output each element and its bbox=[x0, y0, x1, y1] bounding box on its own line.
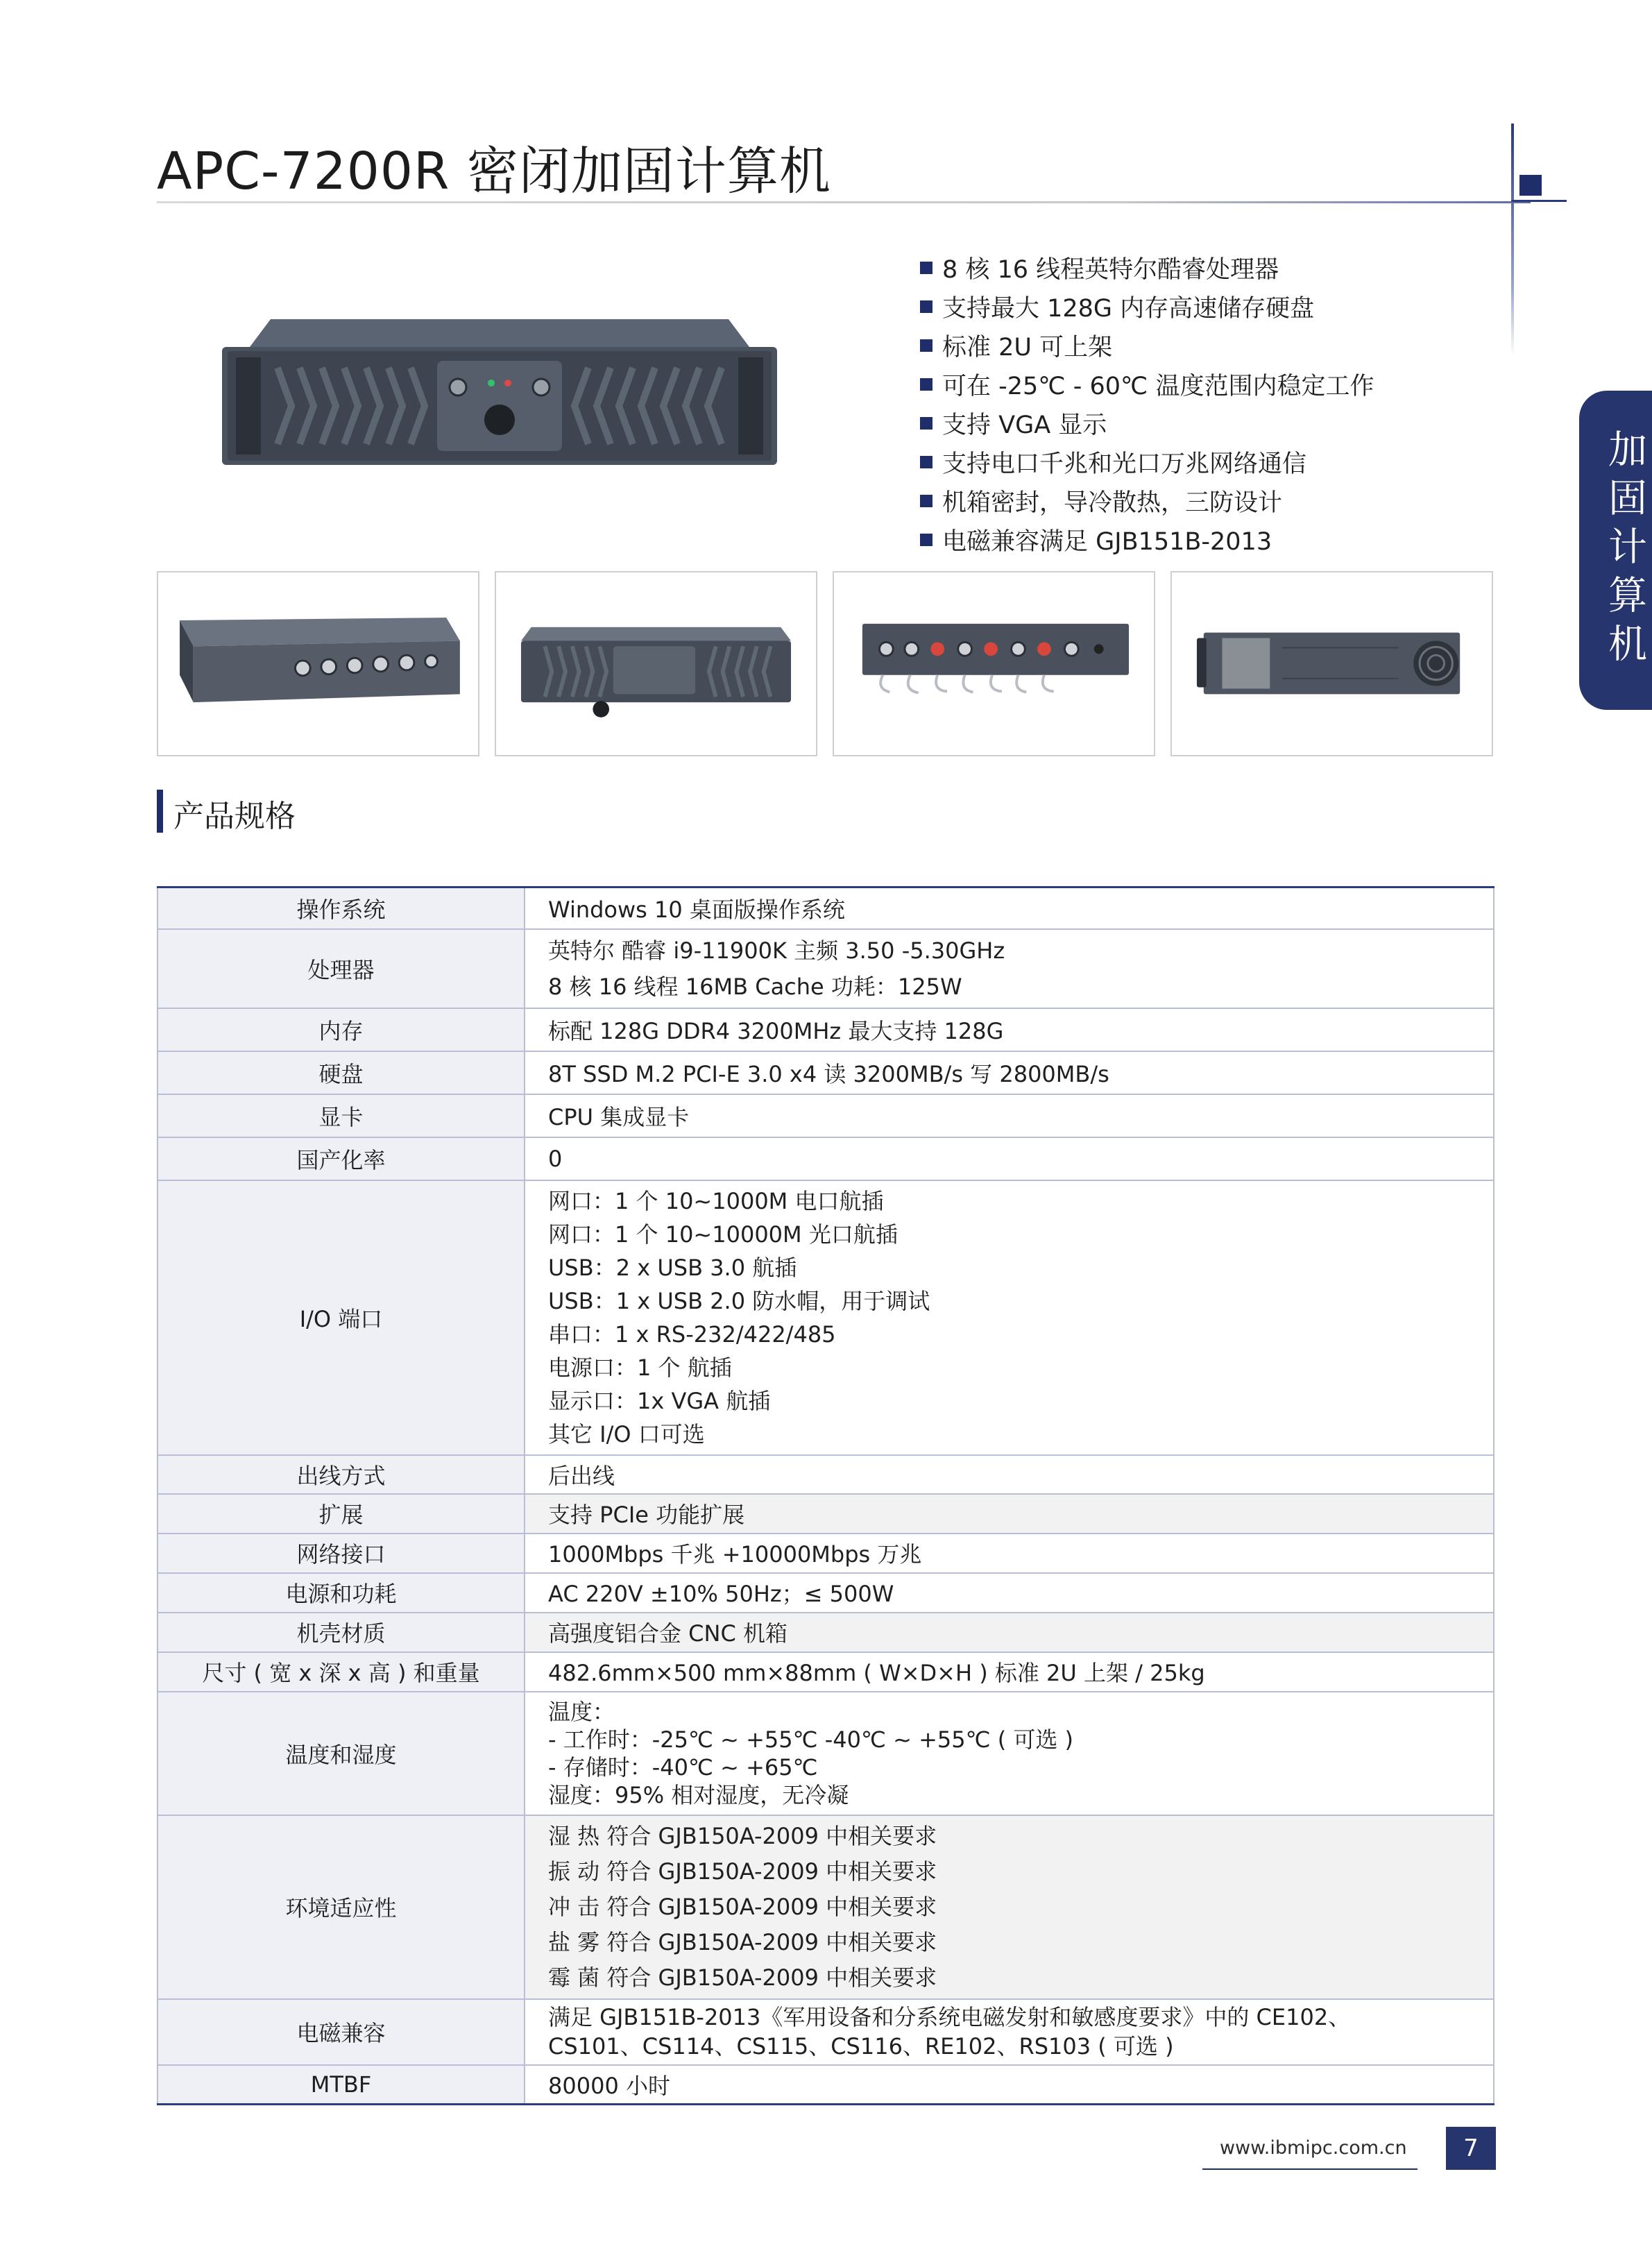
section-title: 产品规格 bbox=[173, 799, 296, 834]
spec-value-line: 英特尔 酷睿 i9-11900K 主频 3.50 -5.30GHz bbox=[548, 937, 1005, 964]
spec-value-line: 8T SSD M.2 PCI-E 3.0 x4 读 3200MB/s 写 2800MB/s bbox=[548, 1060, 1109, 1087]
feature-item bbox=[920, 287, 1374, 326]
table-row bbox=[157, 1652, 1494, 1692]
spec-value-line: 支持 PCIe 功能扩展 bbox=[548, 1502, 745, 1528]
table-row bbox=[157, 1815, 1494, 1999]
feature-text: 支持 VGA 显示 bbox=[942, 411, 1107, 439]
corner-horizontal-line bbox=[1511, 200, 1567, 202]
table-row bbox=[157, 888, 1494, 929]
spec-value-line: CS101、CS114、CS115、CS116、RE102、RS103 ( 可选 ) bbox=[548, 2033, 1174, 2060]
feature-item bbox=[920, 365, 1374, 404]
table-row bbox=[157, 1999, 1494, 2065]
spec-key: 内存 bbox=[157, 1008, 525, 1051]
bullet-square-icon bbox=[920, 262, 933, 274]
table-row bbox=[157, 1455, 1494, 1494]
table-row bbox=[157, 1534, 1494, 1573]
spec-key: 电磁兼容 bbox=[157, 1999, 525, 2065]
spec-value-line: 高强度铝合金 CNC 机箱 bbox=[548, 1620, 787, 1647]
spec-value-line: 后出线 bbox=[548, 1462, 615, 1489]
product-thumbnail-angle-image bbox=[158, 572, 478, 755]
spec-value-line: 80000 小时 bbox=[548, 2072, 670, 2099]
spec-key: 网络接口 bbox=[157, 1534, 525, 1573]
corner-vertical-line bbox=[1511, 124, 1514, 356]
product-hero-image bbox=[222, 305, 777, 472]
table-row bbox=[157, 1051, 1494, 1094]
spec-value-line: 电源口：1 个 航插 bbox=[548, 1354, 732, 1381]
spec-value bbox=[525, 2065, 1494, 2105]
product-thumbnail-top-image bbox=[1172, 572, 1492, 755]
page-title: APC-7200R 密闭加固计算机 bbox=[157, 142, 831, 201]
bullet-square-icon bbox=[920, 495, 933, 507]
spec-key: 电源和功耗 bbox=[157, 1573, 525, 1613]
bullet-square-icon bbox=[920, 456, 933, 468]
table-row bbox=[157, 1494, 1494, 1534]
feature-item bbox=[920, 248, 1374, 287]
spec-value-line: Windows 10 桌面版操作系统 bbox=[548, 896, 845, 923]
footer-divider bbox=[1202, 2168, 1417, 2170]
feature-text: 支持最大 128G 内存高速储存硬盘 bbox=[942, 295, 1315, 323]
spec-value bbox=[525, 1613, 1494, 1652]
table-row bbox=[157, 1180, 1494, 1455]
table-row bbox=[157, 1613, 1494, 1652]
spec-value bbox=[525, 1692, 1494, 1815]
spec-value bbox=[525, 1494, 1494, 1534]
product-thumbnail-top bbox=[1170, 571, 1493, 756]
spec-value-line: USB：1 x USB 2.0 防水帽，用于调试 bbox=[548, 1287, 930, 1314]
spec-value bbox=[525, 1137, 1494, 1180]
feature-text: 标准 2U 可上架 bbox=[942, 334, 1113, 362]
spec-key: 处理器 bbox=[157, 929, 525, 1008]
spec-value-line: 网口：1 个 10~10000M 光口航插 bbox=[548, 1221, 898, 1248]
bullet-square-icon bbox=[920, 339, 933, 352]
spec-key: 操作系统 bbox=[157, 888, 525, 929]
spec-value-line: USB：2 x USB 3.0 航插 bbox=[548, 1254, 797, 1281]
feature-text: 电磁兼容满足 GJB151B-2013 bbox=[942, 528, 1272, 556]
spec-key: 硬盘 bbox=[157, 1051, 525, 1094]
spec-value-line: AC 220V ±10% 50Hz；≤ 500W bbox=[548, 1581, 894, 1607]
spec-value bbox=[525, 1051, 1494, 1094]
feature-text: 8 核 16 线程英特尔酷睿处理器 bbox=[942, 256, 1279, 284]
spec-value-line: 满足 GJB151B-2013《军用设备和分系统电磁发射和敏感度要求》中的 CE102、 bbox=[548, 2004, 1351, 2030]
spec-value-line: 8 核 16 线程 16MB Cache 功耗：125W bbox=[548, 973, 962, 1000]
spec-value bbox=[525, 1455, 1494, 1494]
product-thumbnail-front bbox=[495, 571, 817, 756]
category-side-tab-label: 加固计算机 bbox=[1602, 429, 1647, 672]
corner-square-icon bbox=[1519, 175, 1542, 196]
product-thumbnail-rear-image bbox=[834, 572, 1154, 755]
product-thumbnail-angle bbox=[157, 571, 479, 756]
spec-value bbox=[525, 1008, 1494, 1051]
table-row bbox=[157, 1008, 1494, 1051]
feature-item bbox=[920, 443, 1374, 482]
spec-value-line: 温度： bbox=[548, 1698, 615, 1725]
spec-value-line: 显示口：1x VGA 航插 bbox=[548, 1387, 771, 1414]
spec-value-line: 其它 I/O 口可选 bbox=[548, 1420, 705, 1447]
table-row bbox=[157, 929, 1494, 1008]
title-divider bbox=[157, 201, 1531, 203]
feature-list bbox=[920, 248, 1374, 559]
spec-value bbox=[525, 1999, 1494, 2065]
spec-key: 环境适应性 bbox=[157, 1815, 525, 1999]
spec-value-line: 网口：1 个 10~1000M 电口航插 bbox=[548, 1187, 884, 1214]
spec-value-line: 振 动 符合 GJB150A-2009 中相关要求 bbox=[548, 1858, 937, 1885]
spec-value-line: 冲 击 符合 GJB150A-2009 中相关要求 bbox=[548, 1893, 937, 1920]
spec-value bbox=[525, 1815, 1494, 1999]
spec-value-line: 1000Mbps 千兆 +10000Mbps 万兆 bbox=[548, 1541, 922, 1568]
table-row bbox=[157, 1137, 1494, 1180]
spec-table bbox=[157, 886, 1495, 2105]
table-row bbox=[157, 1573, 1494, 1613]
spec-key: 扩展 bbox=[157, 1494, 525, 1534]
spec-value bbox=[525, 1180, 1494, 1455]
spec-value bbox=[525, 929, 1494, 1008]
table-row bbox=[157, 2065, 1494, 2105]
spec-value bbox=[525, 1573, 1494, 1613]
bullet-square-icon bbox=[920, 534, 933, 546]
product-thumbnail-rear bbox=[833, 571, 1155, 756]
feature-item bbox=[920, 482, 1374, 520]
spec-value-line: 串口：1 x RS-232/422/485 bbox=[548, 1320, 836, 1348]
spec-key: 温度和湿度 bbox=[157, 1692, 525, 1815]
spec-key: MTBF bbox=[157, 2065, 525, 2105]
product-thumbnail-front-image bbox=[496, 572, 816, 755]
bullet-square-icon bbox=[920, 300, 933, 313]
spec-value-line: 482.6mm×500 mm×88mm ( W×D×H ) 标准 2U 上架 / 25kg bbox=[548, 1660, 1205, 1686]
feature-item bbox=[920, 326, 1374, 365]
bullet-square-icon bbox=[920, 378, 933, 391]
feature-text: 机箱密封，导冷散热，三防设计 bbox=[942, 489, 1283, 517]
spec-value-line: 0 bbox=[548, 1145, 563, 1172]
feature-text: 可在 -25℃ - 60℃ 温度范围内稳定工作 bbox=[942, 373, 1374, 400]
spec-value bbox=[525, 1652, 1494, 1692]
spec-value-line: 湿度：95% 相对湿度，无冷凝 bbox=[548, 1781, 849, 1808]
category-side-tab bbox=[1579, 391, 1652, 710]
spec-key: 尺寸 ( 宽 x 深 x 高 ) 和重量 bbox=[157, 1652, 525, 1692]
spec-value-line: - 存储时：-40℃ ~ +65℃ bbox=[548, 1753, 818, 1781]
spec-key: 国产化率 bbox=[157, 1137, 525, 1180]
spec-value-line: 霉 菌 符合 GJB150A-2009 中相关要求 bbox=[548, 1964, 937, 1991]
spec-key: 机壳材质 bbox=[157, 1613, 525, 1652]
spec-value-line: CPU 集成显卡 bbox=[548, 1103, 690, 1130]
spec-value-line: 标配 128G DDR4 3200MHz 最大支持 128G bbox=[548, 1017, 1004, 1044]
table-row bbox=[157, 1094, 1494, 1137]
feature-item bbox=[920, 404, 1374, 443]
spec-key: 显卡 bbox=[157, 1094, 525, 1137]
spec-value bbox=[525, 1534, 1494, 1573]
website-link[interactable]: www.ibmipc.com.cn bbox=[1220, 2137, 1407, 2159]
page-number: 7 bbox=[1446, 2127, 1496, 2170]
spec-value bbox=[525, 1094, 1494, 1137]
feature-item bbox=[920, 520, 1374, 559]
spec-value-line: 盐 雾 符合 GJB150A-2009 中相关要求 bbox=[548, 1928, 937, 1955]
spec-key: I/O 端口 bbox=[157, 1180, 525, 1455]
bullet-square-icon bbox=[920, 417, 933, 430]
section-heading-bar bbox=[157, 790, 163, 833]
table-row bbox=[157, 1692, 1494, 1815]
spec-value-line: 湿 热 符合 GJB150A-2009 中相关要求 bbox=[548, 1822, 937, 1849]
spec-key: 出线方式 bbox=[157, 1455, 525, 1494]
spec-value bbox=[525, 888, 1494, 929]
spec-value-line: - 工作时：-25℃ ~ +55℃ -40℃ ~ +55℃ ( 可选 ) bbox=[548, 1726, 1074, 1753]
feature-text: 支持电口千兆和光口万兆网络通信 bbox=[942, 450, 1307, 478]
